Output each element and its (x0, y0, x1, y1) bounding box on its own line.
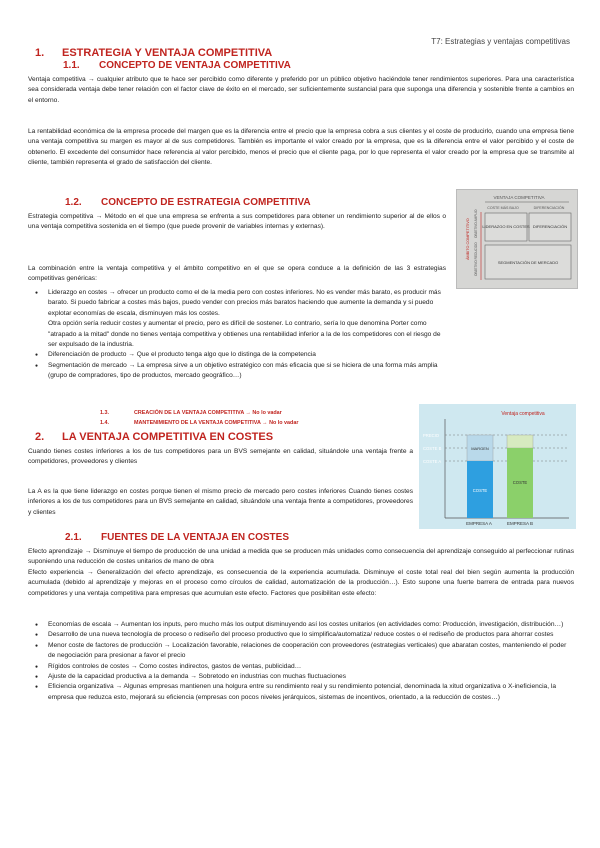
section-1-1-heading (63, 60, 291, 71)
paragraph-aprendizaje: Efecto aprendizaje → Disminuye el tiempo de producción de una unidad a medida que se producen más unidades como consecuencia del aprendizaje conseguido al perfeccionar rutinas suponiendo una reducción de costes unitarios de mano de obra (28, 548, 574, 566)
bar-b-label: COSTE (512, 480, 528, 485)
matrix-axis-label: ÁMBITO COMPETITIVO (466, 218, 470, 260)
section-2-heading (35, 431, 273, 443)
list-item: ● Eficiencia organizativa → Algunas empresas mantienen una holgura entre su rendimiento real y su rendimiento potencial, denominada la xitud organizativa o X-ineficiencia, la empresa que reduzca esto, mejorará su eficiencia (empresas con pocos niveles jerárquicos, sistemas de incentivos, orientado, a la reducción de costes…) (28, 682, 574, 703)
section-title: LA VENTAJA COMPETITIVA EN COSTES (62, 431, 274, 443)
section-2-1-heading (65, 532, 289, 543)
matrix-top-label: VENTAJA COMPETITIVA (493, 195, 545, 200)
company-b-label: EMPRESA B (506, 521, 534, 526)
strategy-matrix-figure (456, 189, 578, 289)
paragraph-experiencia: Efecto experiencia → Generalización del efecto aprendizaje, es consecuencia de la experiencia acumulada. Disminuye el coste total real del bien según aumenta la producción acumulada (debido al aprendizaje y mejoras en el proceso como círculos de calidad, automatización de la producción…). Esto supone una fuerte barrera de entrada para nuevos competidores y una ventaja competitiva para empresas que acumulan este efecto. Factores que posibilitan este efecto: (28, 569, 574, 597)
list-item: ● Rígidos controles de costes → Como costes indirectos, gastos de ventas, publicidad… (28, 662, 574, 672)
label-coste-a: COSTE A (423, 459, 442, 464)
section-number: 2.1. (65, 532, 82, 543)
section-1-2-heading (65, 197, 311, 208)
paragraph-empresa-a: La A es la que tiene liderazgo en costes porque tienen el mismo precio de mercado pero costes inferiores Cuando tienes costes inferiores a los de tus competidores para un BVS semejante en calidad, situándole una ventaja frente a competidores, proveedores y clientes (28, 488, 413, 516)
list-item: ● Segmentación de mercado → La empresa sirve a un objetivo estratégico con más eficacia que si se hiciera de una forma más amplia (grupo de compradores, tipo de productos, mercado geográfico…) (28, 361, 448, 382)
subsection-1-3: 1.3. CREACIÓN DE LA VENTAJA COMPETITIVA → No lo vadar (100, 410, 282, 416)
paragraph-ventaja: Ventaja competitiva → cualquier atributo que te hace ser percibido como diferente y preferido por un público objetivo haciéndole tener rendimientos superiores. Para una característica sea considerada ventaja debe tener relación con el factor clave de éxito en el mercado, ser suficientemente sustancial para que suponga una diferencia y sostenible frente a cambios en el entorno. (28, 76, 574, 104)
strategies-list (28, 288, 448, 382)
list-item: ● Diferenciación de producto → Que el producto tenga algo que lo distinga de la competencia (28, 350, 448, 360)
chart-title: Ventaja competitiva (501, 411, 545, 417)
section-1-heading (35, 47, 272, 59)
section-title: FUENTES DE LA VENTAJA EN COSTES (101, 532, 289, 543)
factors-list (28, 620, 574, 703)
section-title: ESTRATEGIA Y VENTAJA COMPETITIVA (62, 47, 273, 59)
list-item: ● Desarrollo de una nueva tecnología de proceso o rediseño del proceso productivo que lo simplifica/automatiza/ reduce costes o el rediseño de productos para ahorrar costes (28, 630, 574, 640)
subsection-1-4: 1.4. MANTENIMIENTO DE LA VENTAJA COMPETITIVA → No lo vadar (100, 420, 299, 426)
paragraph-estrategia: Estrategia competitiva → Método en el que una empresa se enfrenta a sus competidores para obtener un rendimiento superior al de ellos o una ventaja competitiva sostenida en el tiempo (que puede provenir de variables internas y externas). (28, 213, 446, 231)
bar-a-label: COSTE (472, 488, 488, 493)
paragraph-costes: Cuando tienes costes inferiores a los de tus competidores para un BVS semejante en calidad, situándole una ventaja frente a competidores, proveedores y clientes (28, 448, 413, 466)
list-item: ● Liderazgo en costes → ofrecer un producto como el de la media pero con costes inferiores. No es vender más barato, es producir más barato. Si puedo fabricar a costes más bajos, puedo vender con precios más baratos haciendo que aumente la demanda y si puedo explotar economías de escala, disminuyen más los costes. Otra opción sería reducir costes y aumentar el precio, pero es difícil de sostener. Lo contrario, sería lo que denomina Porter como "atrapado a la mitad" donde no tienes ventaja competitiva y obtienes una rentabilidad inferior a la de los competidores con el riesgo de ser expulsado de la industria. (28, 288, 448, 350)
company-a-label: EMPRESA A (466, 521, 492, 526)
matrix-axis-1: OBJETIVO AMPLIO (474, 209, 478, 238)
list-item: ● Menor coste de factores de producción → Localización favorable, relaciones de cooperación con proveedores (estrategias verticales) que abaratan costes, manteniendo el poder de negociación para presionar a favor el precio (28, 641, 574, 662)
section-number: 1. (35, 47, 45, 59)
label-coste-b: COSTE B (423, 446, 442, 451)
cost-advantage-figure (419, 404, 576, 529)
page-header: T7: Estrategias y ventajas competitivas (431, 37, 570, 46)
section-title: CONCEPTO DE ESTRATEGIA COMPETITIVA (101, 197, 311, 208)
bar-b-margin (507, 435, 533, 448)
matrix-cell-b: DIFERENCIACIÓN (532, 224, 568, 229)
paragraph-rentabilidad: La rentabilidad económica de la empresa procede del margen que es la diferencia entre el precio que la empresa cobra a sus clientes y el coste de producirlo, cuando una empresa tiene una ventaja competitiva su margen es mayor al de sus competidores. También es importante el valor creado por la empresa, que es la diferencia entre el valor percibido y el coste de obtenerlo. El excedente del consumidor hace referencia al valor percibido, menos el precio que el cliente paga, por lo que representa el valor creado por la empresa que se transmite al cliente, también representa el grado de satisfacción del cliente. (28, 128, 574, 167)
matrix-col-left: COSTE MÁS BAJO (487, 206, 519, 210)
label-precio: PRECIO (423, 433, 440, 438)
margin-label: MARGEN (471, 446, 489, 451)
list-item: ● Economías de escala → Aumentan los inputs, pero mucho más los output disminuyendo así los costes unitarios (en actividades como: Producción, investigación, distribución…) (28, 620, 574, 630)
section-number: 2. (35, 431, 45, 443)
matrix-axis-2: OBJETIVO REDUCIDO (474, 242, 478, 276)
section-number: 1.1. (63, 60, 80, 71)
matrix-cell-c: SEGMENTACIÓN DE MERCADO (497, 260, 559, 265)
paragraph-combinacion: La combinación entre la ventaja competitiva y el ámbito competitivo en el que se opera conduce a la definición de las 3 estrategias competitivas genéricas: (28, 265, 446, 283)
list-item: ● Ajuste de la capacidad productiva a la demanda → Sobretodo en industrias con muchas fluctuaciones (28, 672, 574, 682)
matrix-col-right: DIFERENCIACIÓN (533, 206, 565, 210)
section-number: 1.2. (65, 197, 82, 208)
section-title: CONCEPTO DE VENTAJA COMPETITIVA (99, 60, 291, 71)
matrix-cell-a: LIDERAZGO EN COSTES (482, 224, 530, 229)
